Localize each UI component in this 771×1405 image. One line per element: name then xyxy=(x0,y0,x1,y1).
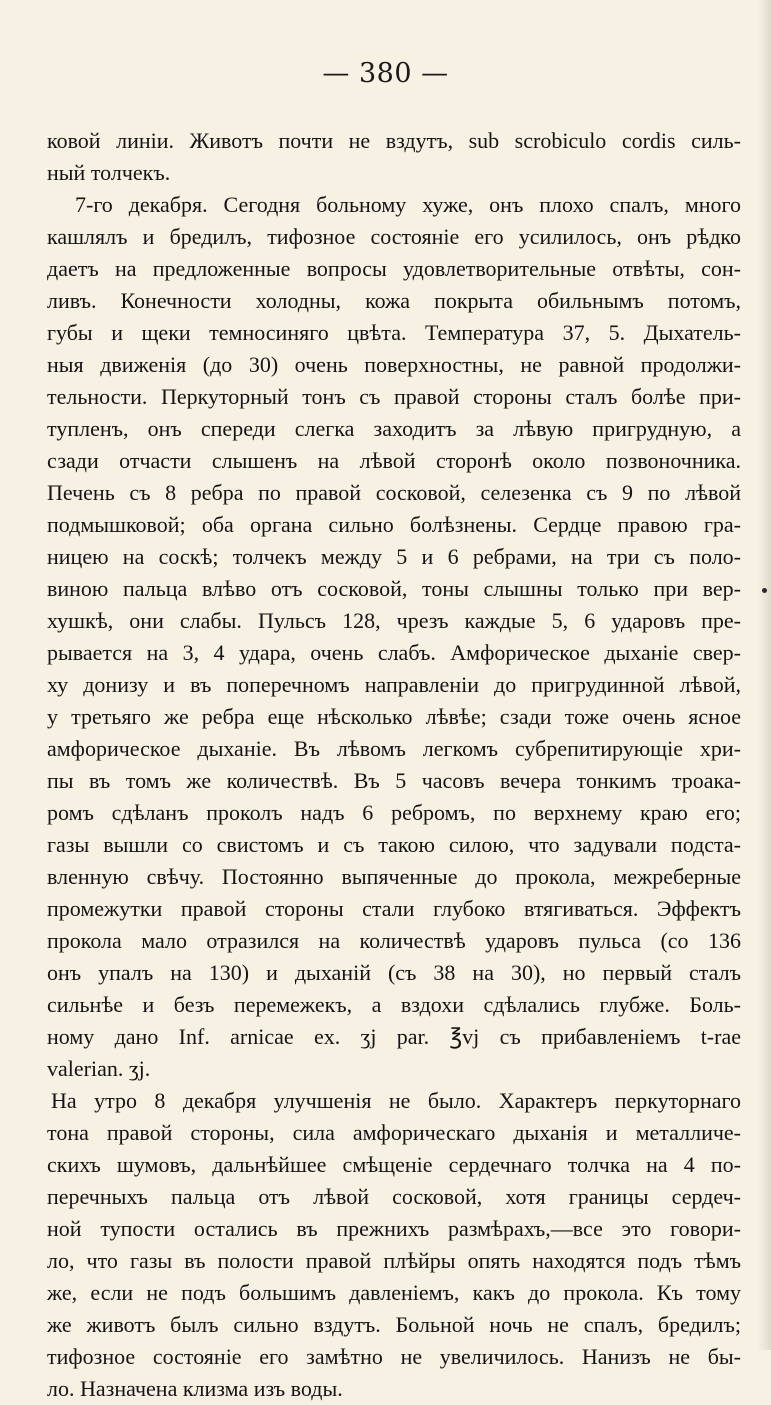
text-line: valerian. ʒj. xyxy=(47,1056,151,1081)
text-line: промежутки правой стороны стали глубоко втягиваться. Эффектъ xyxy=(47,896,741,921)
text-line: рывается на 3, 4 удара, очень слабъ. Амфорическое дыханіе свер- xyxy=(47,640,741,665)
text-line: у третьяго же ребра еще нѣсколько лѣвѣе; сзади тоже очень ясное xyxy=(47,704,741,729)
text-line: кашлялъ и бредилъ, тифозное состояніе его усилилось, онъ рѣдко xyxy=(47,224,741,249)
text-line: тельности. Перкуторный тонъ съ правой стороны сталъ болѣе при- xyxy=(47,384,741,409)
text-line: перечныхъ пальца отъ лѣвой сосковой, хотя границы сердеч- xyxy=(47,1184,741,1209)
text-line: тона правой стороны, сила амфорическаго дыханія и металличе- xyxy=(47,1120,741,1145)
text-line: скихъ шумовъ, дальнѣйшее смѣщеніе сердечнаго толчка на 4 по- xyxy=(47,1152,741,1177)
text-line: пы въ томъ же количествѣ. Въ 5 часовъ вечера тонкимъ троака- xyxy=(47,768,741,793)
text-line: даетъ на предложенные вопросы удовлетворительные отвѣты, сон- xyxy=(47,256,741,281)
text-line: онъ упалъ на 130) и дыханій (съ 38 на 30), но первый сталъ xyxy=(47,960,741,985)
text-line: хушкѣ, они слабы. Пульсъ 128, чрезъ каждые 5, 6 ударовъ пре- xyxy=(47,608,741,633)
text-line: сильнѣе и безъ перемежекъ, а вздохи сдѣлались глубже. Боль- xyxy=(47,992,741,1017)
text-line: ху донизу и въ поперечномъ направленіи до пригрудинной лѣвой, xyxy=(47,672,741,697)
text-line: ло, что газы въ полости правой плѣйры опять находятся подъ тѣмъ xyxy=(47,1248,741,1273)
text-line: ныя движенія (до 30) очень поверхностны, не равной продолжи- xyxy=(47,352,741,377)
text-line: прокола мало отразился на количествѣ ударовъ пульса (со 136 xyxy=(47,928,741,953)
text-line: ному дано Inf. arnicae ex. ʒj par. ℥vj съ прибавленіемъ t-rae xyxy=(47,1024,741,1049)
body-text xyxy=(47,125,741,1405)
text-line: газы вышли со свистомъ и съ такою силою, что задували подста- xyxy=(47,832,741,857)
text-line: ницею на соскѣ; толчекъ между 5 и 6 ребрами, на три съ поло- xyxy=(47,544,741,569)
text-line: подмышковой; оба органа сильно болѣзнены. Сердце правою гра- xyxy=(47,512,741,537)
text-line: ромъ сдѣланъ проколъ надъ 6 ребромъ, по верхнему краю его; xyxy=(47,800,741,825)
text-line: виною пальца влѣво отъ сосковой, тоны слышны только при вер- xyxy=(47,576,741,601)
text-line: же животъ былъ сильно вздутъ. Больной ночь не спалъ, бредилъ; xyxy=(47,1312,741,1337)
text-line: ковой линіи. Животъ почти не вздутъ, sub scrobiculo cordis силь- xyxy=(47,128,741,153)
text-line: амфорическое дыханіе. Въ лѣвомъ легкомъ субрепитирующіе хри- xyxy=(47,736,741,761)
text-line: ный толчекъ. xyxy=(47,160,171,185)
text-line: Печень съ 8 ребра по правой сосковой, селезенка съ 9 по лѣвой xyxy=(47,480,741,505)
page-number: — 380 — xyxy=(322,58,449,89)
text-line: ло. Назначена клизма изъ воды. xyxy=(47,1376,343,1401)
text-line: тифозное состояніе его замѣтно не увеличилось. Нанизъ не бы- xyxy=(47,1344,741,1369)
text-line: ливъ. Конечности холодны, кожа покрыта обильнымъ потомъ, xyxy=(47,288,741,313)
text-line: сзади отчасти слышенъ на лѣвой сторонѣ около позвоночника. xyxy=(47,448,741,473)
margin-mark xyxy=(762,588,767,593)
text-line: 7-го декабря. Сегодня больному хуже, онъ плохо спалъ, много xyxy=(75,192,741,217)
text-line: тупленъ, онъ спереди слегка заходитъ за лѣвую пригрудную, а xyxy=(47,416,741,441)
text-line: губы и щеки темносиняго цвѣта. Температура 37, 5. Дыхатель- xyxy=(47,320,741,345)
text-line: ной тупости остались въ прежнихъ размѣрахъ,—все это говори- xyxy=(47,1216,741,1241)
text-line: же, если не подъ большимъ давленіемъ, какъ до прокола. Къ тому xyxy=(47,1280,741,1305)
text-line: вленную свѣчу. Постоянно выпяченные до прокола, межреберные xyxy=(47,864,741,889)
text-line: На утро 8 декабря улучшенія не было. Характеръ перкуторнаго xyxy=(51,1088,741,1113)
